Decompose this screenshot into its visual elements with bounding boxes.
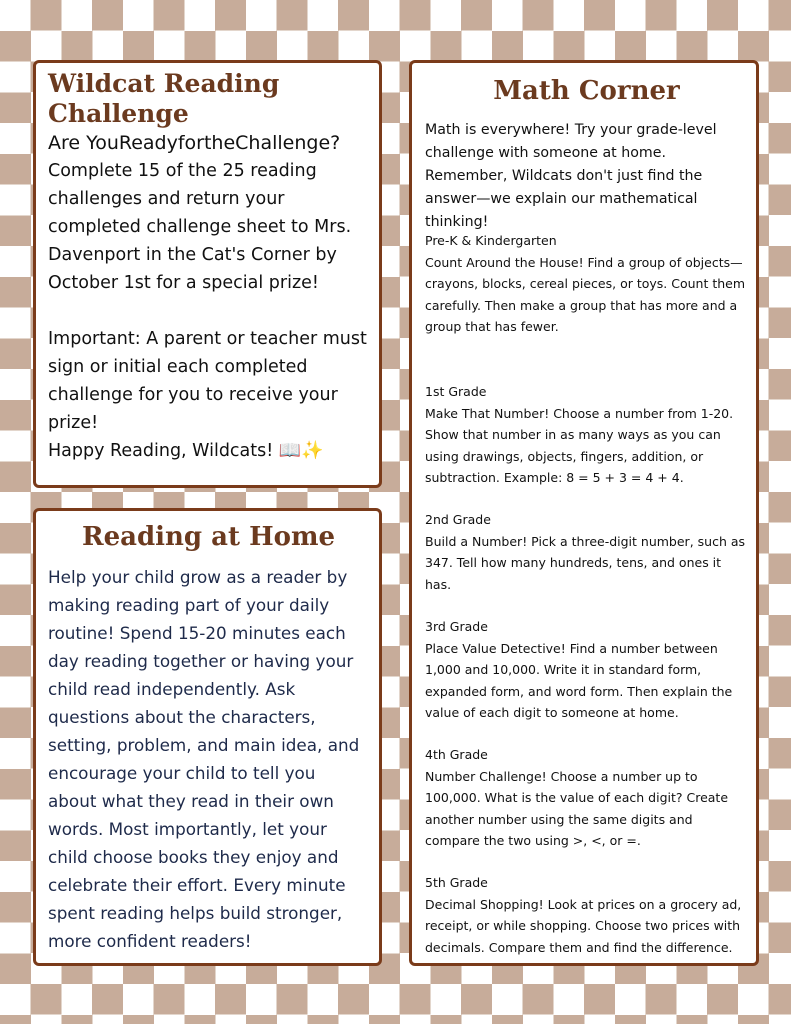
- grade-block-1st: [425, 381, 748, 489]
- grade-challenge: Build a Number! Pick a three-digit number, such as 347. Tell how many hundreds, tens, and ones it has.: [425, 533, 746, 592]
- reading-challenge-closing-line: [48, 437, 369, 465]
- grade-heading: Pre-K & Kindergarten: [425, 233, 557, 248]
- reading-challenge-panel: [33, 60, 382, 488]
- math-corner-intro: Math is everywhere! Try your grade-level challenge with someone at home. Remember, Wildcats don't just find the answer—we explain our mathematical thinking!: [425, 122, 717, 230]
- grade-challenge: Number Challenge! Choose a number up to 100,000. What is the value of each digit? Create another number using the same digits and compare the two using >, <, or =.: [425, 768, 729, 848]
- reading-challenge-body: Complete 15 of the 25 reading challenges and return your completed challenge sheet to Mrs. Davenport in the Cat's Corner by October 1st for a special prize!: [48, 161, 352, 293]
- reading-challenge-closing: Happy Reading, Wildcats!: [48, 441, 274, 461]
- reading-challenge-subhead: Are YouReadyfortheChallenge?: [48, 132, 341, 154]
- grade-challenge: Place Value Detective! Find a number between 1,000 and 10,000. Write it in standard form, expanded form, and word form. Then explain the value of each digit to someone at home.: [425, 640, 733, 720]
- grade-block-4th: [425, 744, 748, 852]
- reading-challenge-title: Wildcat Reading Challenge: [48, 69, 280, 128]
- reading-at-home-title: Reading at Home: [81, 522, 336, 552]
- math-corner-title: Math Corner: [493, 76, 680, 106]
- grade-block-2nd: [425, 509, 748, 595]
- grade-heading: 3rd Grade: [425, 619, 488, 634]
- reading-at-home-body: Help your child grow as a reader by making reading part of your daily routine! Spend 15-20 minutes each day reading together or having your child read independently. Ask questions about the characters, setting, problem, and main idea, and encourage your child to tell you about what they read in their own words. Most importantly, let your child choose books they enjoy and celebrate their effort. Every minute spent reading helps build stronger, more confident readers!: [48, 567, 360, 951]
- grade-challenge: Decimal Shopping! Look at prices on a grocery ad, receipt, or while shopping. Choose two prices with decimals. Compare them and find the difference.: [425, 896, 742, 955]
- grade-heading: 4th Grade: [425, 747, 488, 762]
- reading-at-home-panel: [33, 508, 382, 966]
- grade-challenge: Count Around the House! Find a group of objects—crayons, blocks, cereal pieces, or toys. Count them carefully. Then make a group that has more and a group that has fewer.: [425, 254, 746, 334]
- reading-challenge-important: Important: A parent or teacher must sign or initial each completed challenge for you to receive your prize!: [48, 329, 367, 433]
- grade-block-5th: [425, 872, 748, 958]
- grade-heading: 2nd Grade: [425, 512, 491, 527]
- grade-heading: 1st Grade: [425, 384, 487, 399]
- grade-challenge: Make That Number! Choose a number from 1-20. Show that number in as many ways as you can using drawings, objects, fingers, addition, or subtraction. Example: 8 = 5 + 3 = 4 + 4.: [425, 405, 734, 485]
- grade-block-prek: [425, 230, 748, 338]
- book-sparkles-icon: 📖✨: [278, 440, 324, 461]
- math-corner-panel: [409, 60, 759, 966]
- grade-heading: 5th Grade: [425, 875, 488, 890]
- grade-block-3rd: [425, 616, 748, 724]
